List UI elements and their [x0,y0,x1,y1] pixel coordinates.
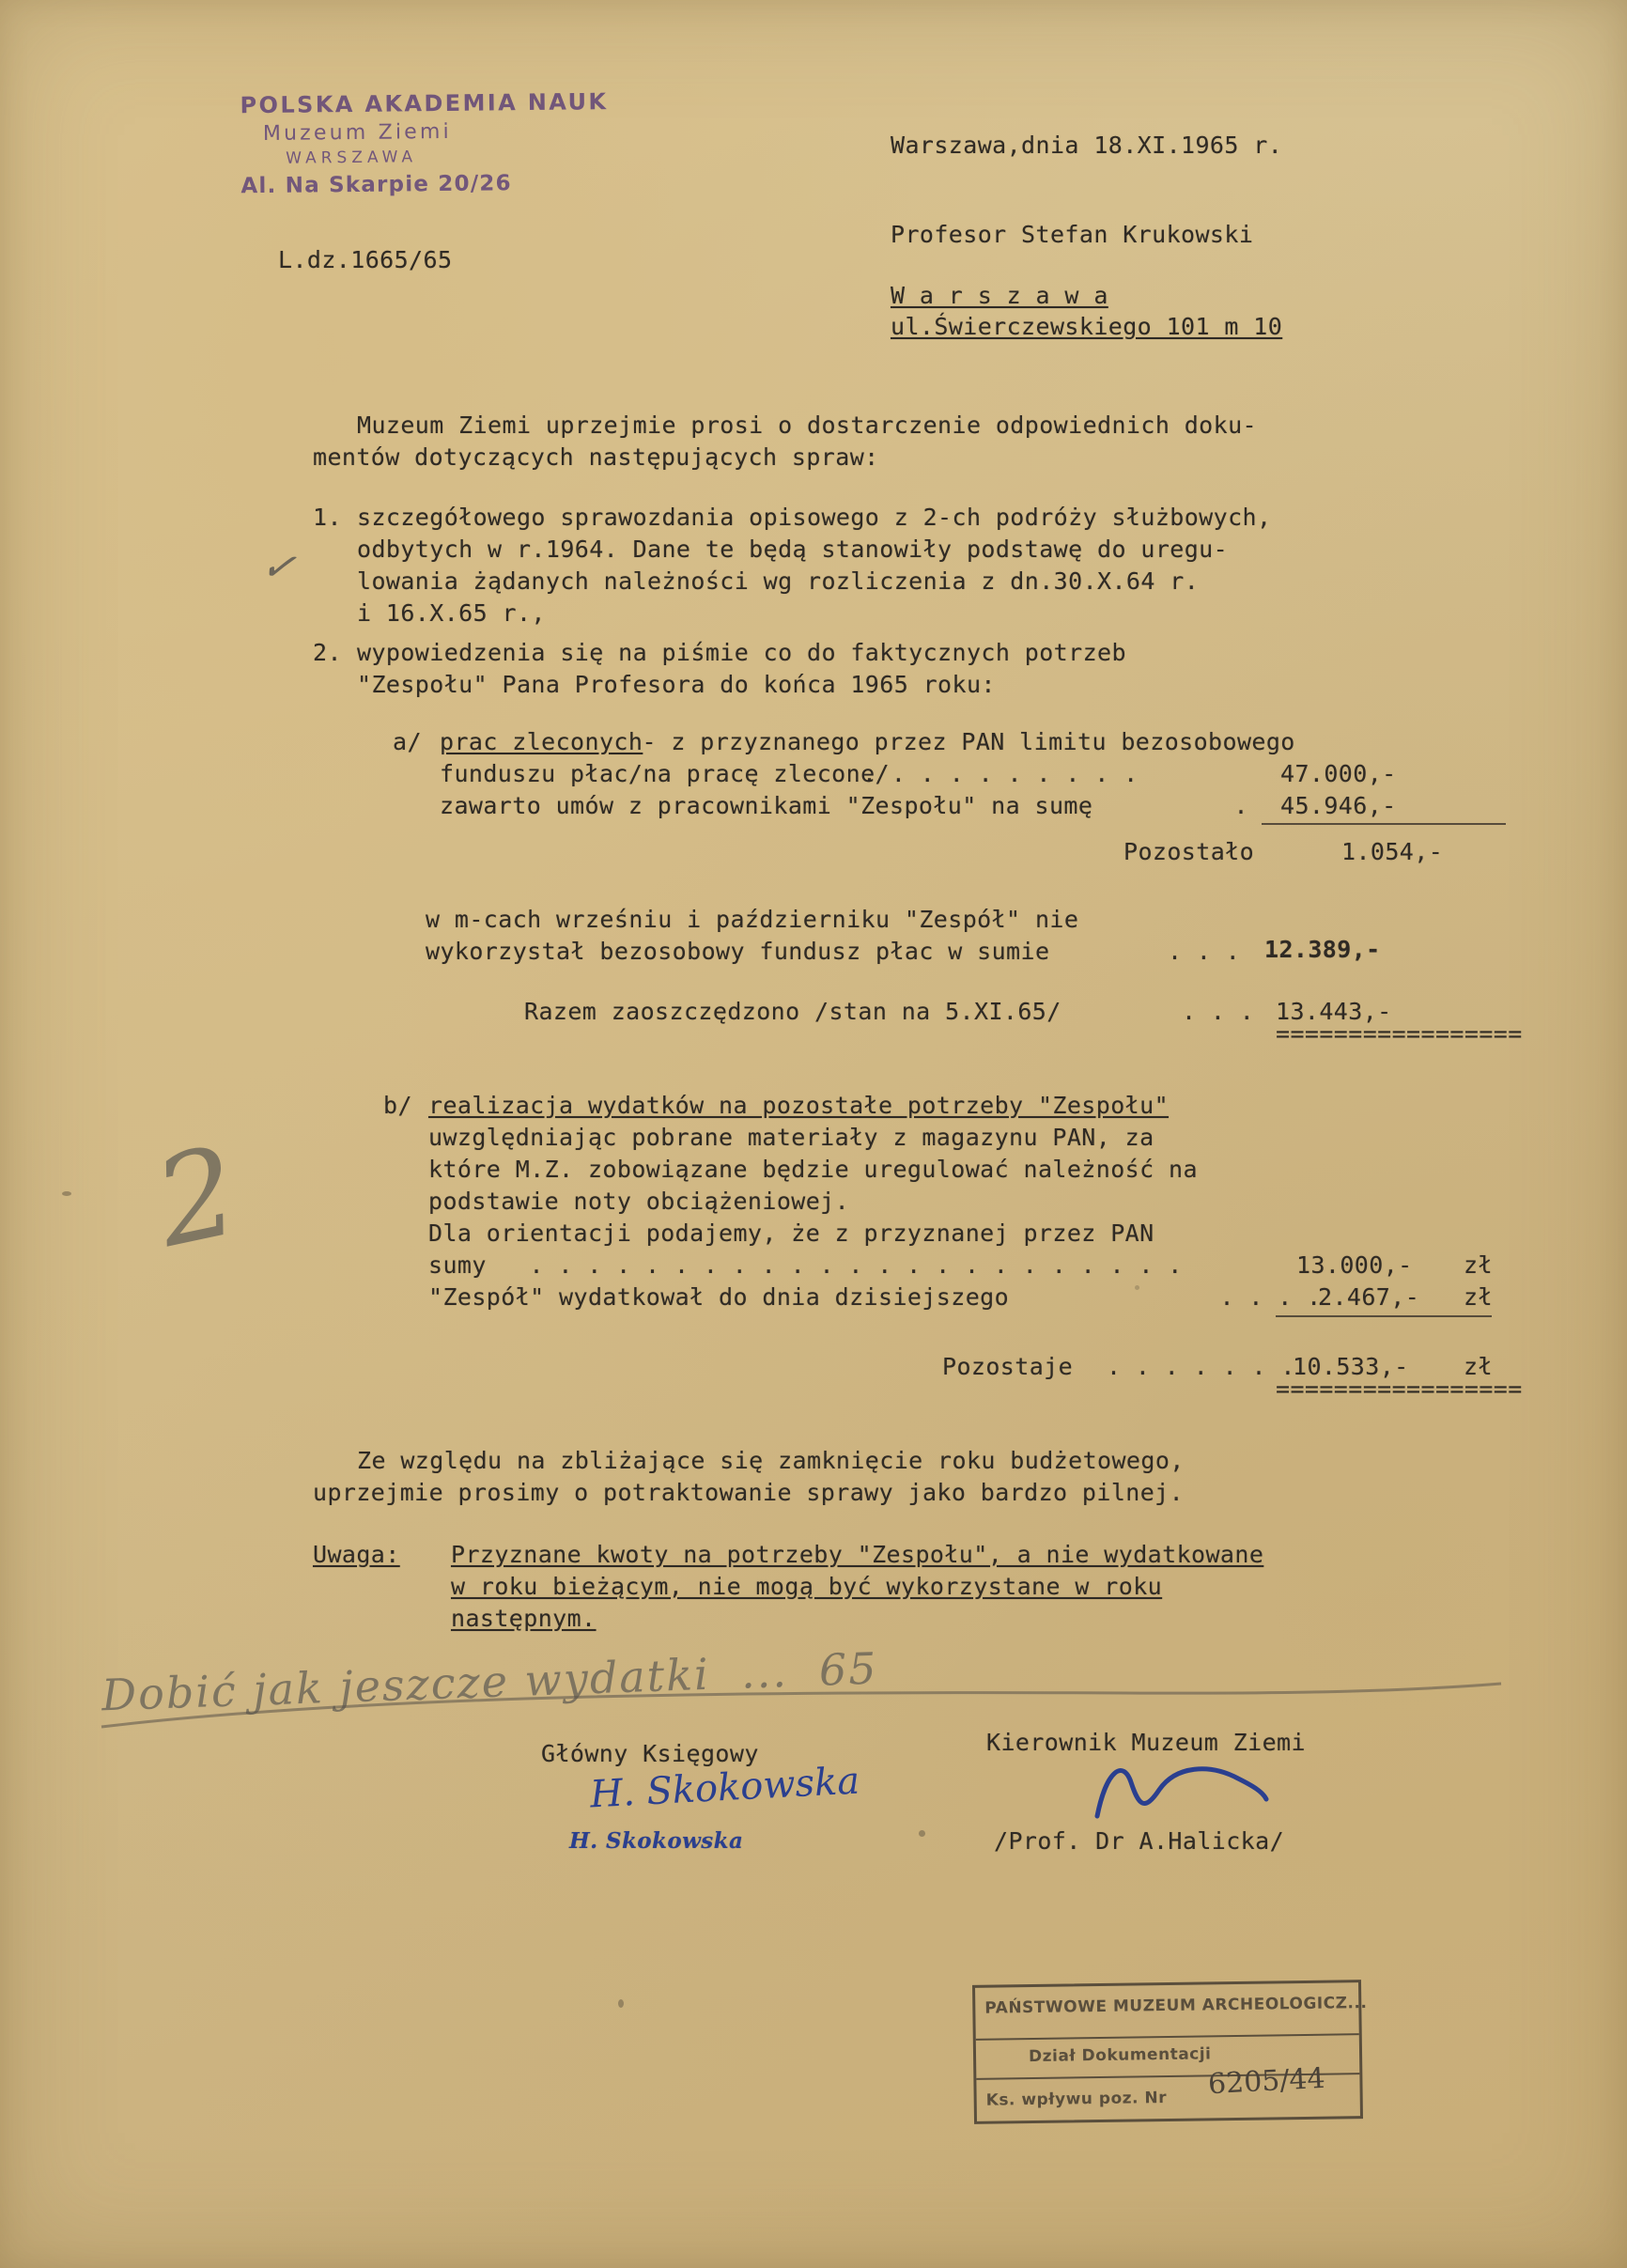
subsection-a-note-dots: . . . [1168,938,1241,965]
archive-stamp [972,1980,1368,2124]
reference-number: L.dz.1665/65 [278,246,453,273]
signature-right-name: /Prof. Dr A.Halicka/ [994,1827,1285,1855]
signature-right-handwritten [1078,1750,1285,1835]
subsection-b-double-rule: ================= [1276,1375,1523,1403]
paper-speck [62,1191,71,1196]
signature-left-handwritten: H. Skokowska [588,1759,861,1817]
subsection-a-total-dots: . . . [1182,998,1255,1025]
institution-stamp-line3: WARSZAWA [286,148,418,168]
subsection-a-note-amount: 12.389,- [1264,936,1381,963]
subsection-a-title: prac zleconych [440,728,643,755]
subsection-a-marker: a/ [393,728,422,755]
addressee-city: W a r s z a w a [891,282,1108,309]
archive-stamp-line2: Dział Dokumentacji [1028,2044,1212,2067]
margin-scribble-annotation: 2 [144,1119,250,1275]
item-1-line-4: i 16.X.65 r., [357,599,546,627]
subsection-a-title-rest: - z przyznanego przez PAN limitu bezosobowego [628,728,1295,755]
margin-check-annotation: ✓ [257,540,300,594]
subsection-b-row-2-amount: 2.467,- [1318,1283,1420,1311]
subsection-b-remainder-amount: 10.533,- [1293,1353,1409,1380]
archive-stamp-divider-1 [976,2033,1359,2041]
subsection-a-total-label: Razem zaoszczędzono /stan na 5.XI.65/ [524,998,1061,1025]
institution-stamp-line2: Muzeum Ziemi [262,119,453,147]
subsection-b-row-1-amount: 13.000,- [1296,1251,1413,1279]
subsection-a-row-2-amount: 45.946,- [1280,792,1397,819]
item-1-number: 1. [313,504,342,531]
subsection-a-subtotal-label: Pozostało [1123,838,1255,865]
closing-line-2: uprzejmie prosimy o potraktowanie sprawy jako bardzo pilnej. [313,1479,1185,1506]
subsection-b-row-1-dots: . . . . . . . . . . . . . . . . . . . . . . . [515,1251,1183,1279]
subsection-b-remainder-currency: zł [1464,1353,1493,1380]
subsection-b-row-2-label: "Zespół" wydatkował do dnia dzisiejszego [428,1283,1010,1311]
place-date: Warszawa,dnia 18.XI.1965 r. [891,132,1283,159]
intro-line-2: mentów dotyczących następujących spraw: [313,443,879,471]
subsection-b-remainder-label: Pozostaje [942,1353,1074,1380]
closing-line-1: Ze względu na zbliżające się zamknięcie roku budżetowego, [357,1447,1185,1474]
subsection-b-line-3: podstawie noty obciążeniowej. [428,1188,850,1215]
subsection-b-total-rule [1276,1315,1492,1317]
signature-left-title: Główny Księgowy [541,1740,759,1767]
pencil-stroke [92,1670,1520,1746]
item-2-line-1: wypowiedzenia się na piśmie co do faktycznych potrzeb [357,639,1126,666]
remark-line-1: Przyznane kwoty na potrzeby "Zespołu", a nie wydatkowane [451,1541,1264,1568]
archive-stamp-number: 6205/44 [1207,2061,1326,2102]
addressee-name: Profesor Stefan Krukowski [891,221,1254,248]
subsection-a-row-2-label: zawarto umów z pracownikami "Zespołu" na sumę [440,792,1093,819]
institution-stamp-line4: Al. Na Skarpie 20/26 [240,171,512,199]
subsection-b-row-2-dots: . . . . [1205,1283,1322,1311]
subsection-b-line-1: uwzględniając pobrane materiały z magazynu PAN, za [428,1124,1154,1151]
archive-stamp-line3: Ks. wpływu poz. Nr [985,2089,1168,2110]
paper-speck [1135,1285,1139,1290]
subsection-b-remainder-dots: . . . . . . . [1107,1353,1295,1380]
paper-speck [919,1830,925,1837]
subsection-b-row-2-currency: zł [1464,1283,1493,1311]
intro-line-1: Muzeum Ziemi uprzejmie prosi o dostarczenie odpowiednich doku- [357,412,1257,439]
archive-stamp-line1: PAŃSTWOWE MUZEUM ARCHEOLOGICZ... [984,1994,1368,2018]
subsection-a-total-amount: 13.443,- [1276,998,1392,1025]
subsection-b-row-1-label: sumy [428,1251,487,1279]
paper-sheet [26,17,1601,2251]
subsection-a-row-1-amount: 47.000,- [1280,760,1397,787]
subsection-a-subtotal-rule [1262,823,1506,825]
subsection-b-line-2: które M.Z. zobowiązane będzie uregulować należność na [428,1156,1198,1183]
item-1-line-2: odbytych w r.1964. Dane te będą stanowiły podstawę do uregu- [357,536,1229,563]
subsection-a-row-1-dots: . . . . . . . . . . [862,760,1139,787]
institution-stamp [240,88,644,198]
subsection-b-title: realizacja wydatków na pozostałe potrzeby "Zespołu" [428,1092,1170,1119]
addressee-street: ul.Świerczewskiego 101 m 10 [891,313,1283,340]
remark-label: Uwaga: [313,1541,400,1568]
remark-line-3: następnym. [451,1605,597,1632]
subsection-b-row-1-currency: zł [1464,1251,1493,1279]
subsection-a-row-1-label: funduszu płac/na pracę zlecone/ [440,760,890,787]
subsection-a-row-2-dots: . [1219,792,1248,819]
signature-right-title: Kierownik Muzeum Ziemi [986,1729,1306,1756]
item-1-line-1: szczegółowego sprawozdania opisowego z 2-ch podróży służbowych, [357,504,1272,531]
signature-left-name: H. Skokowska [569,1828,744,1854]
item-2-number: 2. [313,639,342,666]
subsection-a-double-rule: ================= [1276,1020,1523,1048]
bottom-handwritten-note: Dobić jak jeszcze wydatki ... 65 [101,1642,879,1721]
item-2-line-2: "Zespołu" Pana Profesora do końca 1965 roku: [357,671,996,698]
subsection-a-note-line-1: w m-cach wrześniu i październiku "Zespół" nie [426,906,1079,933]
subsection-a-subtotal-amount: 1.054,- [1341,838,1444,865]
item-1-line-3: lowania żądanych należności wg rozliczenia z dn.30.X.64 r. [357,567,1200,595]
subsection-a-note-line-2: wykorzystał bezosobowy fundusz płac w sumie [426,938,1050,965]
institution-stamp-line1: POLSKA AKADEMIA NAUK [240,88,609,119]
subsection-b-line-4: Dla orientacji podajemy, że z przyznanej przez PAN [428,1219,1154,1247]
subsection-b-marker: b/ [383,1092,412,1119]
paper-speck [618,1999,624,2008]
remark-line-2: w roku bieżącym, nie mogą być wykorzystane w roku [451,1573,1163,1600]
